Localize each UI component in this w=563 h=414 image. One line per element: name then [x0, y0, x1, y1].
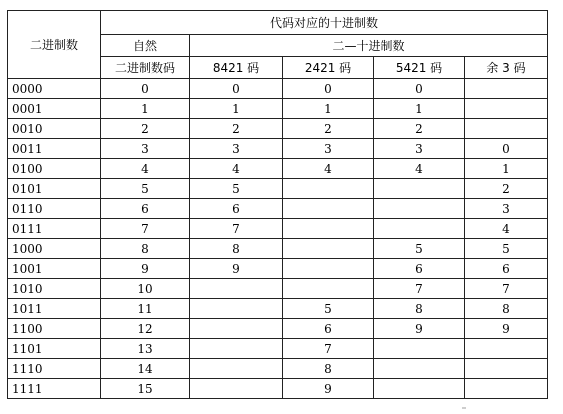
natural-cell: 1 [101, 99, 190, 119]
code-excess3-cell [465, 119, 548, 139]
code-5421-cell: 1 [374, 99, 465, 119]
code-2421-cell: 5 [283, 299, 374, 319]
binary-cell: 0011 [8, 139, 101, 159]
code-8421-cell [190, 339, 283, 359]
code-excess3-cell: 5 [465, 239, 548, 259]
natural-header-line2: 二进制数码 [101, 57, 190, 79]
col-5421-header: 5421 码 [374, 57, 465, 79]
binary-cell: 1111 [8, 379, 101, 399]
natural-cell: 8 [101, 239, 190, 259]
code-8421-cell: 2 [190, 119, 283, 139]
binary-cell: 1011 [8, 299, 101, 319]
table-row [8, 339, 548, 359]
code-5421-cell: 9 [374, 319, 465, 339]
code-2421-cell [283, 219, 374, 239]
decimal-group-header: 代码对应的十进制数 [101, 11, 548, 35]
code-2421-cell [283, 179, 374, 199]
binary-cell: 0100 [8, 159, 101, 179]
code-2421-cell [283, 239, 374, 259]
natural-header-line1: 自然 [101, 35, 190, 57]
stray-mark [462, 406, 466, 409]
code-excess3-cell [465, 379, 548, 399]
code-8421-cell: 7 [190, 219, 283, 239]
code-2421-cell: 6 [283, 319, 374, 339]
code-8421-cell [190, 299, 283, 319]
code-8421-cell: 1 [190, 99, 283, 119]
natural-cell: 11 [101, 299, 190, 319]
code-excess3-cell: 0 [465, 139, 548, 159]
code-8421-cell [190, 319, 283, 339]
col-excess3-header: 余 3 码 [465, 57, 548, 79]
code-2421-cell: 4 [283, 159, 374, 179]
table-row [8, 79, 548, 99]
code-5421-cell [374, 339, 465, 359]
natural-cell: 10 [101, 279, 190, 299]
natural-cell: 13 [101, 339, 190, 359]
table-row [8, 379, 548, 399]
table-row [8, 259, 548, 279]
code-8421-cell: 4 [190, 159, 283, 179]
binary-header: 二进制数 [8, 11, 101, 79]
table-row [8, 279, 548, 299]
table-row [8, 199, 548, 219]
code-5421-cell: 7 [374, 279, 465, 299]
natural-cell: 7 [101, 219, 190, 239]
code-8421-cell: 8 [190, 239, 283, 259]
code-excess3-cell: 3 [465, 199, 548, 219]
table-row [8, 219, 548, 239]
code-5421-cell [374, 179, 465, 199]
code-8421-cell: 0 [190, 79, 283, 99]
table-row [8, 119, 548, 139]
natural-cell: 6 [101, 199, 190, 219]
code-2421-cell [283, 259, 374, 279]
code-8421-cell: 9 [190, 259, 283, 279]
code-2421-cell: 2 [283, 119, 374, 139]
code-5421-cell: 2 [374, 119, 465, 139]
code-2421-cell: 1 [283, 99, 374, 119]
table-row [8, 99, 548, 119]
binary-cell: 1101 [8, 339, 101, 359]
natural-cell: 15 [101, 379, 190, 399]
code-excess3-cell [465, 339, 548, 359]
code-8421-cell [190, 379, 283, 399]
code-2421-cell: 3 [283, 139, 374, 159]
binary-cell: 1000 [8, 239, 101, 259]
code-excess3-cell: 2 [465, 179, 548, 199]
code-excess3-cell: 8 [465, 299, 548, 319]
code-2421-cell: 8 [283, 359, 374, 379]
binary-cell: 0001 [8, 99, 101, 119]
table-body [8, 79, 548, 399]
code-excess3-cell: 7 [465, 279, 548, 299]
natural-cell: 0 [101, 79, 190, 99]
code-2421-cell: 9 [283, 379, 374, 399]
natural-cell: 2 [101, 119, 190, 139]
binary-cell: 0111 [8, 219, 101, 239]
binary-cell: 0101 [8, 179, 101, 199]
code-2421-cell: 7 [283, 339, 374, 359]
code-table [7, 10, 548, 399]
table-row [8, 299, 548, 319]
bcd-group-header: 二—十进制数 [190, 35, 548, 57]
binary-cell: 0110 [8, 199, 101, 219]
code-5421-cell: 3 [374, 139, 465, 159]
binary-cell: 1010 [8, 279, 101, 299]
code-8421-cell: 3 [190, 139, 283, 159]
code-excess3-cell [465, 79, 548, 99]
natural-cell: 9 [101, 259, 190, 279]
natural-cell: 3 [101, 139, 190, 159]
code-5421-cell: 6 [374, 259, 465, 279]
code-5421-cell [374, 379, 465, 399]
code-8421-cell [190, 279, 283, 299]
table-row [8, 359, 548, 379]
code-excess3-cell: 1 [465, 159, 548, 179]
code-5421-cell [374, 219, 465, 239]
code-excess3-cell [465, 99, 548, 119]
code-5421-cell [374, 199, 465, 219]
table-row [8, 159, 548, 179]
code-excess3-cell: 4 [465, 219, 548, 239]
natural-cell: 4 [101, 159, 190, 179]
natural-cell: 5 [101, 179, 190, 199]
code-2421-cell [283, 279, 374, 299]
code-excess3-cell [465, 359, 548, 379]
binary-cell: 1001 [8, 259, 101, 279]
col-8421-header: 8421 码 [190, 57, 283, 79]
natural-cell: 12 [101, 319, 190, 339]
col-2421-header: 2421 码 [283, 57, 374, 79]
code-8421-cell [190, 359, 283, 379]
code-5421-cell [374, 359, 465, 379]
code-5421-cell: 0 [374, 79, 465, 99]
code-excess3-cell: 9 [465, 319, 548, 339]
table-row [8, 239, 548, 259]
binary-cell: 0010 [8, 119, 101, 139]
natural-cell: 14 [101, 359, 190, 379]
binary-cell: 1100 [8, 319, 101, 339]
code-excess3-cell: 6 [465, 259, 548, 279]
table-row [8, 139, 548, 159]
table-row [8, 319, 548, 339]
binary-cell: 1110 [8, 359, 101, 379]
code-2421-cell [283, 199, 374, 219]
code-5421-cell: 4 [374, 159, 465, 179]
code-8421-cell: 6 [190, 199, 283, 219]
table-row [8, 179, 548, 199]
code-5421-cell: 5 [374, 239, 465, 259]
code-8421-cell: 5 [190, 179, 283, 199]
code-2421-cell: 0 [283, 79, 374, 99]
code-5421-cell: 8 [374, 299, 465, 319]
binary-cell: 0000 [8, 79, 101, 99]
